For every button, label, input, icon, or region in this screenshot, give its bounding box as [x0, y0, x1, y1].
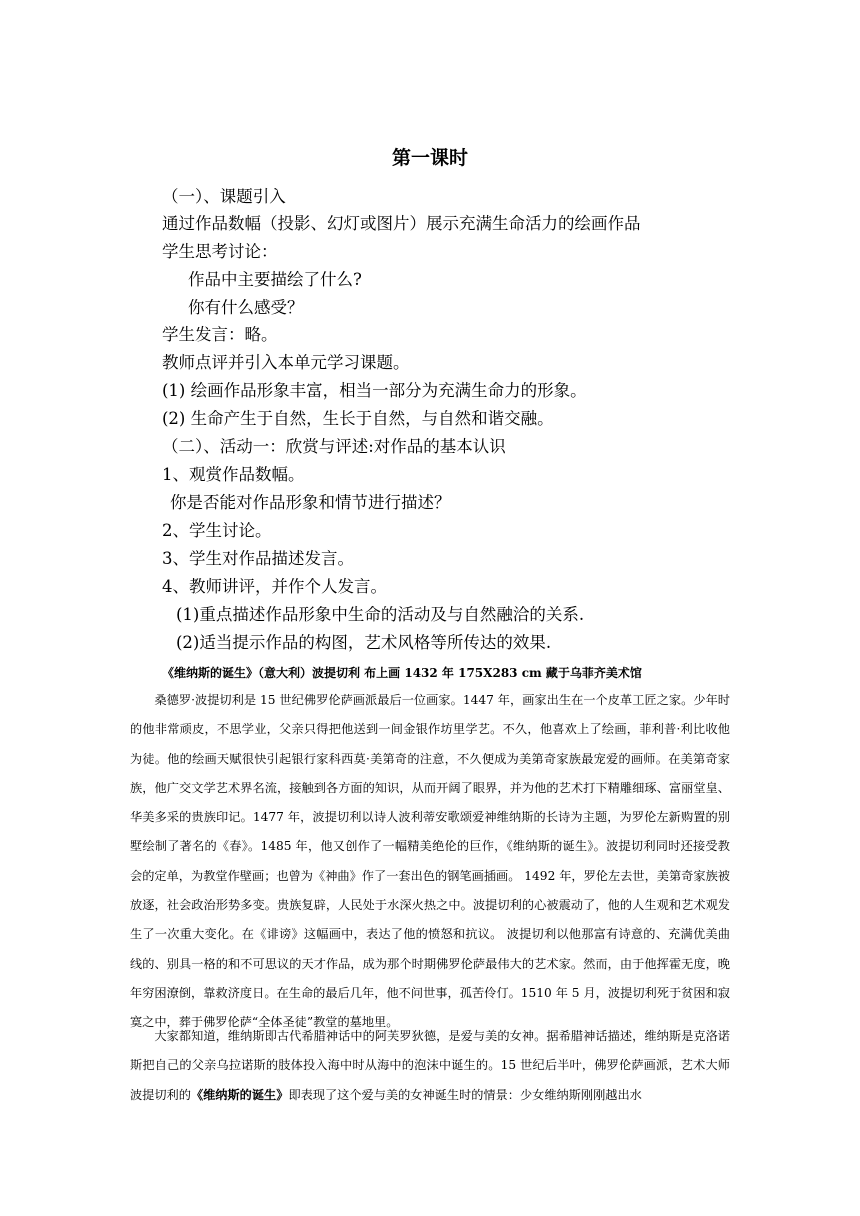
- intro-text: 通过作品数幅（投影、幻灯或图片）展示充满生命活力的绘画作品: [162, 214, 641, 233]
- step-4: 4、教师讲评，并作个人发言。: [162, 577, 387, 596]
- step-3: 3、学生对作品描述发言。: [162, 549, 354, 568]
- student-speech: 学生发言：略。: [162, 325, 278, 344]
- section-heading-intro: （一）、课题引入: [162, 187, 286, 206]
- step-2: 2、学生讨论。: [162, 521, 272, 540]
- point-1: (1) 绘画作品形象丰富，相当一部分为充满生命力的形象。: [162, 381, 587, 400]
- venus-paragraph-part1: 大家都知道，维纳斯即古代希腊神话中的阿芙罗狄德，是爱与美的女神。据希腊神话描述，维纳斯是克洛诺斯把自己的父亲乌拉诺斯的肢体投入海中时从海中的泡沫中诞生的。15 世纪后半叶，佛罗伦萨画派，艺术大师波提切利的: [130, 1029, 730, 1102]
- point-2: (2) 生命产生于自然，生长于自然，与自然和谐交融。: [162, 409, 554, 428]
- venus-title-bold: 《维纳斯的诞生》: [190, 1087, 289, 1102]
- step-4-sub-2: (2)适当提示作品的构图，艺术风格等所传达的效果.: [176, 633, 552, 652]
- step-1: 1、观赏作品数幅。: [162, 465, 305, 484]
- section-heading-activity: （二）、活动一：欣赏与评述:对作品的基本认识: [162, 437, 506, 456]
- botticelli-biography-paragraph: 桑德罗·波提切利是 15 世纪佛罗伦萨画派最后一位画家。1447 年，画家出生在一个皮革工匠之家。少年时的他非常顽皮，不思学业，父亲只得把他送到一间金银作坊里学艺。不久，他喜欢上了绘画，菲利普·利比收他为徒。他的绘画天赋很快引起银行家科西莫·美第奇的注意，不久便成为美第奇家族最宠爱的画师。在美第奇家族，他广交文学艺术界名流，接触到各方面的知识，从而开阔了眼界，并为他的艺术打下精雕细琢、富丽堂皇、华美多采的贵族印记。1477 年，波提切利以诗人波利蒂安歌颂爱神维纳斯的长诗为主题，为罗伦左新购置的别墅绘制了著名的《春》。1485 年，他又创作了一幅精美绝伦的巨作，《维纳斯的诞生》。波提切利同时还接受教会的定单，为教堂作壁画；也曾为《神曲》作了一套出色的钢笔画插画。 1492 年，罗伦左去世，美第奇家族被放逐，社会政治形势多变。贵族复辟，人民处于水深火热之中。波提切利的心被震动了，他的人生观和艺术观发生了一次重大变化。在《诽谤》这幅画中，表达了他的愤怒和抗议。 波提切利以他那富有诗意的、充满优美曲线的、别具一格的和不可思议的天才作品，成为那个时期佛罗伦萨最伟大的艺术家。然而，由于他挥霍无度，晚年穷困潦倒，靠救济度日。在生命的最后几年，他不问世事，孤苦伶仃。1510 年 5 月，波提切利死于贫困和寂寞之中，葬于佛罗伦萨“全体圣徒”教堂的墓地里。: [130, 693, 730, 1030]
- discussion-label: 学生思考讨论：: [162, 242, 278, 261]
- venus-paragraph-part2: 即表现了这个爱与美的女神诞生时的情景：少女维纳斯刚刚越出水: [288, 1087, 642, 1102]
- artwork-caption: 《维纳斯的诞生》（意大利）波提切利 布上画 1432 年 175X283 cm 藏于乌菲齐美术馆: [162, 666, 642, 680]
- step-1-question: 你是否能对作品形象和情节进行描述？: [170, 493, 451, 512]
- question-1: 作品中主要描绘了什么?: [188, 270, 362, 289]
- venus-description-paragraph: [130, 1022, 730, 1110]
- question-2: 你有什么感受？: [188, 298, 304, 317]
- teacher-comment: 教师点评并引入本单元学习课题。: [162, 353, 410, 372]
- step-4-sub-1: (1)重点描述作品形象中生命的活动及与自然融洽的关系.: [176, 605, 585, 624]
- lesson-title: 第一课时: [391, 147, 468, 169]
